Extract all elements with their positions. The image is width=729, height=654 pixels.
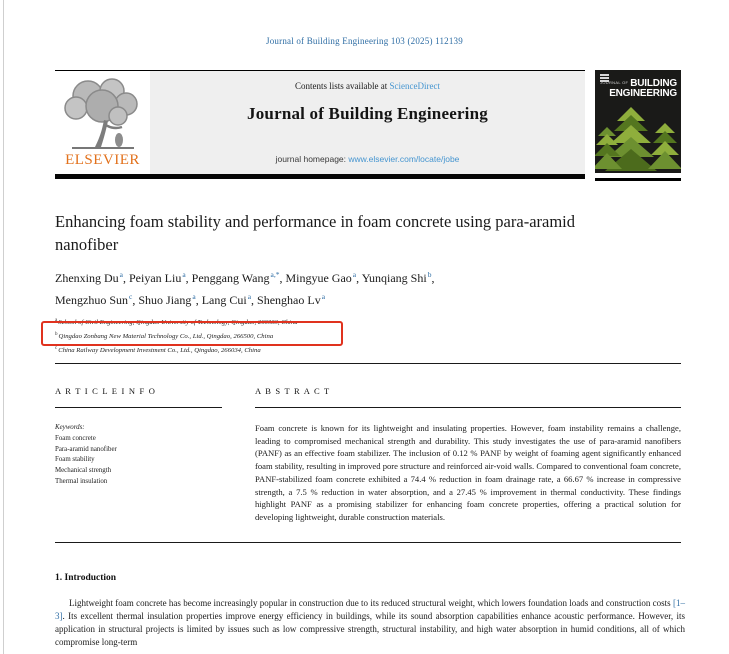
intro-text-after-cite: . Its excellent thermal insulation properties improve energy efficiency in buildings, while its sound absorption capabilities enhance acoustic performance. However, its application in structural projects is limited by issues such as low compressive strength, structural instability, and high water absorption in humid conditions, all of which compromise long-term xyxy=(55,611,685,647)
keyword: Mechanical strength xyxy=(55,467,112,475)
author: Penggang Wang$^{a,*}$, xyxy=(191,270,286,285)
author: Shuo Jiang$^a$, xyxy=(138,291,202,307)
introduction-heading: 1. Introduction xyxy=(55,573,117,583)
abstract-section xyxy=(255,386,681,524)
intro-text-before-cite: Lightweight foam concrete has become increasingly popular in construction due to its reduced structural weight, which lowers foundation loads and construction costs xyxy=(69,598,673,608)
sciencedirect-link[interactable]: ScienceDirect xyxy=(389,81,440,91)
author-affiliation-sup: a xyxy=(247,291,252,301)
citation-link-1-3[interactable]: [1–3] xyxy=(55,598,685,621)
keyword: Thermal insulation xyxy=(55,477,108,485)
abstract-text: Foam concrete is known for its lightweight and insulating properties. However, foam instability remains a challenge, leading to compromised mechanical strength and durability. This study investigates the use of para-aramid nanofibers (PANF) as an effective foam stabilizer. The inclusion of 0.12 % PANF by weight of foaming agent significantly enhanced foam stability, resulting in improved pore structure and reinforced air-void walls. Compared to conventional foam concrete, PANF-stabilized foam concrete exhibited a 74.4 % reduction in foam drainage rate, a 66.67 % increase in compressive strength, a 7.5 % reduction in water absorption, and a 27.45 % improvement in thermal conductivity. These findings highlight PANF as a promising stabilizer for enhancing foam concrete properties, offering a practical solution for developing lightweight, durable construction materials. xyxy=(255,423,681,522)
affiliation-b: $^b$Qingdao Zonbang New Material Technology Co., Ltd., Qingdao, 266500, China xyxy=(55,331,274,341)
author: Peiyan Liu$^a$, xyxy=(129,270,192,285)
author: Zhenxing Du$^a$, xyxy=(55,270,129,285)
cover-title-line2: ENGINEERING xyxy=(609,88,677,99)
author: Mingyue Gao$^a$, xyxy=(285,270,362,285)
article-title: Enhancing foam stability and performance in foam concrete using para-aramid nanofiber xyxy=(55,212,575,254)
author-affiliation-sup: a xyxy=(321,291,326,301)
contents-list-line xyxy=(150,81,585,91)
abstract-heading: A B S T R A C T xyxy=(255,386,331,396)
author-affiliation-sup: c xyxy=(129,291,133,301)
elsevier-wordmark: ELSEVIER xyxy=(65,152,140,168)
keyword: Para-aramid nanofiber xyxy=(55,445,117,453)
infobox-bottom-rule xyxy=(55,542,681,543)
cover-bottom-rule xyxy=(595,178,681,181)
author: Yunqiang Shi$^b$, xyxy=(361,270,435,285)
article-info-section xyxy=(55,386,225,488)
affiliation-c: $^c$China Railway Development Investment Co., Ltd., Qingdao, 266034, China xyxy=(55,345,261,354)
author: Lang Cui$^a$, xyxy=(201,291,258,307)
author: Shenghao Lv$^a$ xyxy=(257,291,326,307)
author-affiliation-sup: a xyxy=(119,270,123,279)
homepage-link[interactable]: www.elsevier.com/locate/jobe xyxy=(348,154,460,164)
affiliation-a: $^a$School of Civil Engineering, Qingdao University of Technology, Qingdao, 266033, China xyxy=(55,318,298,327)
author-affiliation-sup: b xyxy=(427,270,432,279)
author-affiliation-sup: a xyxy=(352,270,357,279)
elsevier-logo xyxy=(55,74,150,174)
homepage-line xyxy=(150,154,585,164)
journal-title: Journal of Building Engineering xyxy=(247,104,488,123)
author: Mengzhuo Sun$^c$, xyxy=(55,291,139,307)
cover-title xyxy=(600,78,677,99)
page-edge xyxy=(3,0,4,654)
author-list xyxy=(55,266,630,309)
journal-citation-link[interactable]: Journal of Building Engineering 103 (2025) 112139 xyxy=(266,36,463,46)
introduction-paragraph xyxy=(55,597,685,649)
journal-cover-thumbnail xyxy=(595,70,681,173)
author-affiliation-sup: a xyxy=(192,291,196,301)
homepage-prefix: journal homepage: xyxy=(275,154,349,164)
author-affiliation-sup: a,* xyxy=(270,270,280,279)
article-info-heading: A R T I C L E I N F O xyxy=(55,386,157,396)
infobox-top-rule xyxy=(55,363,681,364)
header-thick-rule xyxy=(55,174,585,179)
author-affiliation-sup: a xyxy=(182,270,186,279)
cover-title-line1: BUILDING xyxy=(630,78,677,89)
keyword: Foam stability xyxy=(55,456,95,464)
keyword: Foam concrete xyxy=(55,434,96,442)
cover-journal-of-label: JOURNAL OF xyxy=(600,80,629,85)
red-highlight-box xyxy=(41,321,343,346)
keywords-label: Keywords: xyxy=(55,424,85,431)
elsevier-tree-icon xyxy=(58,74,148,152)
cover-trees-art xyxy=(595,101,681,173)
contents-prefix: Contents lists available at xyxy=(295,81,390,91)
